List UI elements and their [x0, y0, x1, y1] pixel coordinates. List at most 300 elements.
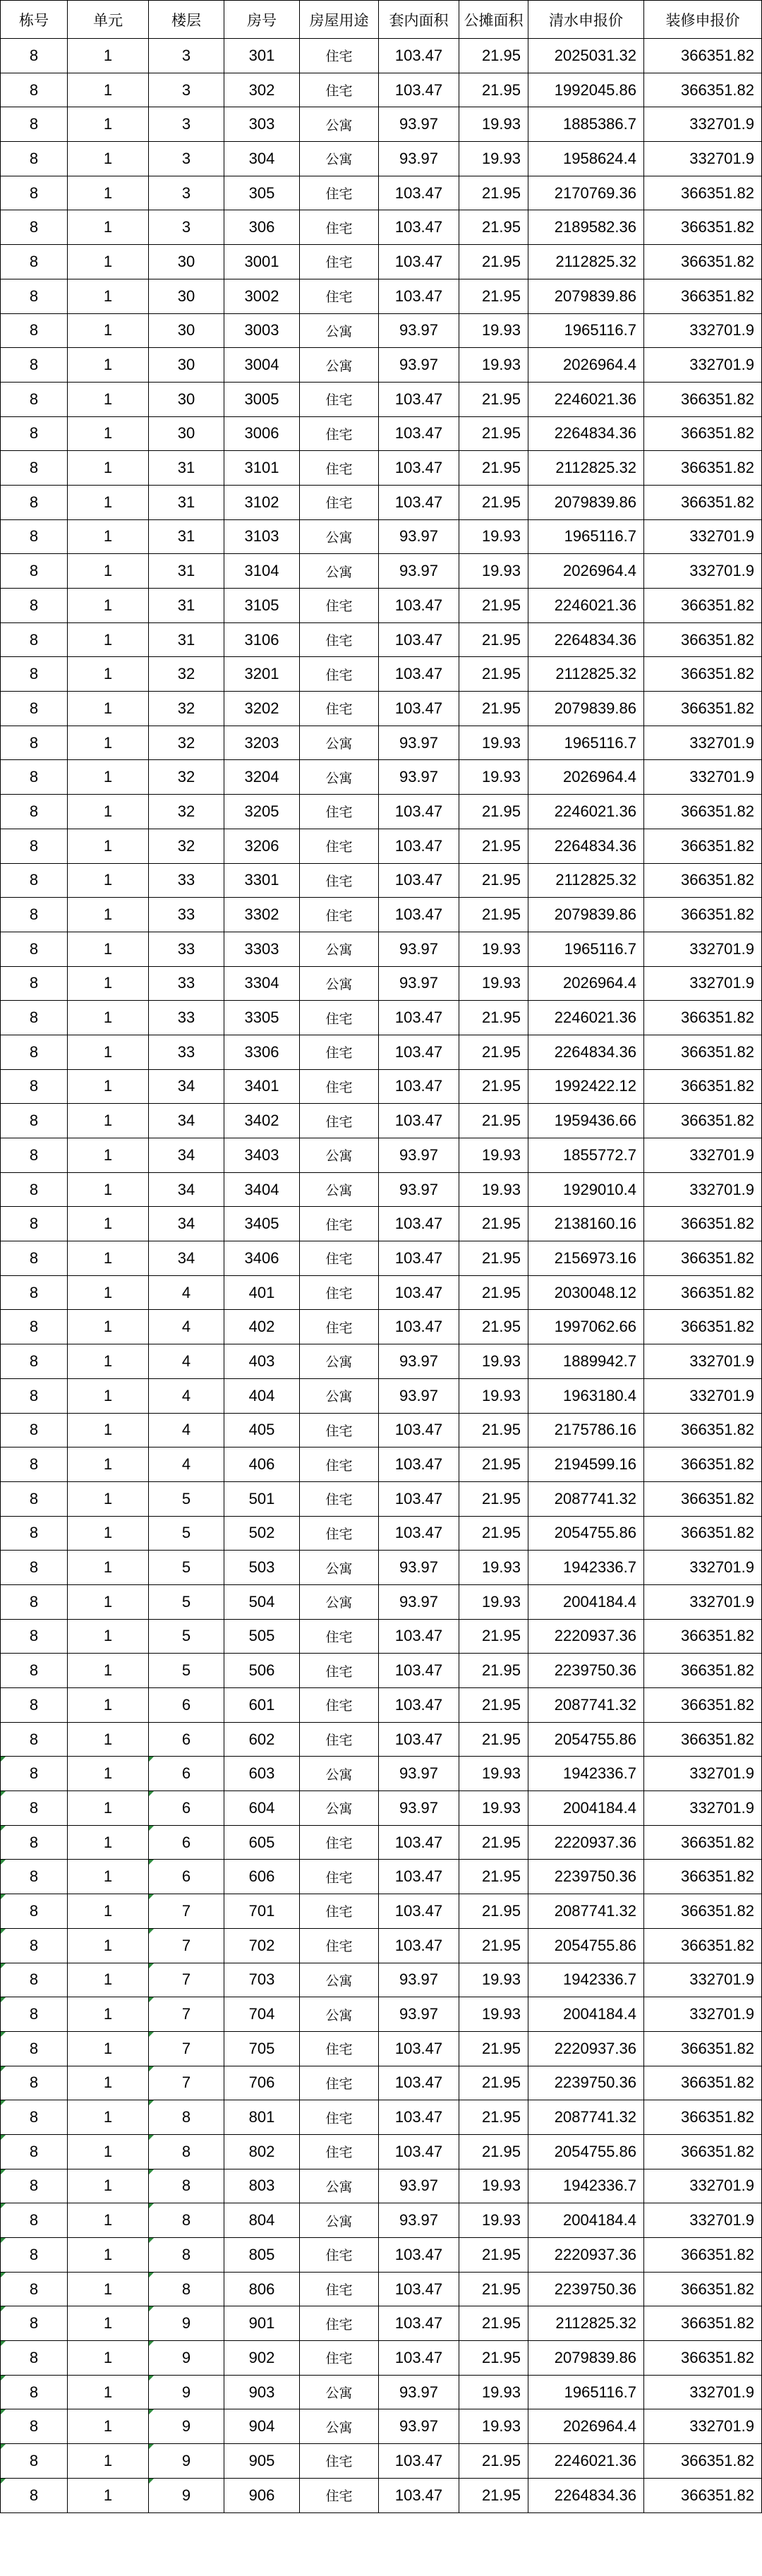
cell-shared-area: 19.93 — [459, 1138, 528, 1173]
cell-unit: 1 — [68, 1928, 149, 1963]
table-row — [1, 1654, 762, 1688]
cell-shared-area: 21.95 — [459, 1688, 528, 1723]
cell-bare-price: 2239750.36 — [528, 1860, 644, 1894]
cell-floor: 5 — [149, 1516, 224, 1551]
cell-decor-price: 332701.9 — [644, 107, 762, 142]
cell-building: 8 — [1, 210, 68, 245]
cell-usage: 住宅 — [300, 1275, 379, 1310]
cell-decor-price: 332701.9 — [644, 1997, 762, 2032]
cell-decor-price: 366351.82 — [644, 279, 762, 313]
cell-room: 503 — [224, 1551, 300, 1585]
cell-bare-price: 2087741.32 — [528, 2100, 644, 2135]
cell-inner-area: 103.47 — [379, 2306, 459, 2341]
cell-inner-area: 93.97 — [379, 2203, 459, 2238]
cell-room: 706 — [224, 2066, 300, 2100]
cell-usage: 住宅 — [300, 245, 379, 279]
cell-bare-price: 1855772.7 — [528, 1138, 644, 1173]
cell-room: 402 — [224, 1310, 300, 1344]
cell-usage: 公寓 — [300, 1584, 379, 1619]
cell-decor-price: 366351.82 — [644, 485, 762, 519]
cell-building: 8 — [1, 2134, 68, 2169]
table-row — [1, 554, 762, 589]
cell-floor: 4 — [149, 1448, 224, 1482]
cell-decor-price: 332701.9 — [644, 1584, 762, 1619]
cell-decor-price: 366351.82 — [644, 73, 762, 107]
cell-shared-area: 21.95 — [459, 416, 528, 451]
table-row — [1, 1310, 762, 1344]
cell-floor: 6 — [149, 1860, 224, 1894]
cell-decor-price: 332701.9 — [644, 2169, 762, 2203]
cell-building: 8 — [1, 1860, 68, 1894]
cell-usage: 住宅 — [300, 279, 379, 313]
cell-shared-area: 21.95 — [459, 2306, 528, 2341]
cell-bare-price: 2025031.32 — [528, 39, 644, 73]
cell-inner-area: 103.47 — [379, 485, 459, 519]
cell-inner-area: 93.97 — [379, 519, 459, 554]
table-row — [1, 2203, 762, 2238]
cell-building: 8 — [1, 451, 68, 486]
table-row — [1, 107, 762, 142]
cell-room: 303 — [224, 107, 300, 142]
cell-shared-area: 21.95 — [459, 1654, 528, 1688]
cell-room: 3105 — [224, 589, 300, 623]
cell-unit: 1 — [68, 2272, 149, 2306]
cell-decor-price: 366351.82 — [644, 1413, 762, 1448]
cell-room: 3402 — [224, 1104, 300, 1138]
col-header-inner-area: 套内面积 — [379, 1, 459, 39]
cell-bare-price: 2112825.32 — [528, 451, 644, 486]
cell-building: 8 — [1, 1104, 68, 1138]
cell-floor: 34 — [149, 1138, 224, 1173]
cell-room: 3202 — [224, 692, 300, 726]
cell-room: 901 — [224, 2306, 300, 2341]
cell-bare-price: 2170769.36 — [528, 176, 644, 210]
cell-building: 8 — [1, 313, 68, 348]
cell-usage: 住宅 — [300, 1654, 379, 1688]
cell-room: 803 — [224, 2169, 300, 2203]
cell-building: 8 — [1, 2375, 68, 2409]
cell-usage: 住宅 — [300, 1516, 379, 1551]
table-row — [1, 279, 762, 313]
cell-room: 501 — [224, 1481, 300, 1516]
cell-room: 3102 — [224, 485, 300, 519]
table-row — [1, 2375, 762, 2409]
cell-floor: 31 — [149, 589, 224, 623]
cell-usage: 住宅 — [300, 1722, 379, 1757]
cell-bare-price: 2246021.36 — [528, 589, 644, 623]
cell-floor: 9 — [149, 2409, 224, 2444]
cell-unit: 1 — [68, 2066, 149, 2100]
cell-building: 8 — [1, 2341, 68, 2376]
cell-shared-area: 21.95 — [459, 1069, 528, 1104]
cell-decor-price: 366351.82 — [644, 2066, 762, 2100]
cell-room: 302 — [224, 73, 300, 107]
cell-building: 8 — [1, 2444, 68, 2479]
cell-decor-price: 366351.82 — [644, 622, 762, 657]
cell-inner-area: 103.47 — [379, 589, 459, 623]
cell-room: 506 — [224, 1654, 300, 1688]
cell-bare-price: 2026964.4 — [528, 348, 644, 383]
cell-floor: 9 — [149, 2341, 224, 2376]
cell-decor-price: 366351.82 — [644, 1654, 762, 1688]
cell-bare-price: 2054755.86 — [528, 1722, 644, 1757]
cell-floor: 6 — [149, 1791, 224, 1826]
cell-usage: 住宅 — [300, 589, 379, 623]
cell-shared-area: 21.95 — [459, 795, 528, 829]
cell-bare-price: 2026964.4 — [528, 2409, 644, 2444]
cell-usage: 住宅 — [300, 692, 379, 726]
cell-decor-price: 366351.82 — [644, 1310, 762, 1344]
cell-unit: 1 — [68, 519, 149, 554]
cell-room: 602 — [224, 1722, 300, 1757]
cell-inner-area: 93.97 — [379, 554, 459, 589]
cell-building: 8 — [1, 726, 68, 760]
cell-unit: 1 — [68, 2100, 149, 2135]
cell-unit: 1 — [68, 2169, 149, 2203]
cell-unit: 1 — [68, 1619, 149, 1654]
cell-bare-price: 2246021.36 — [528, 795, 644, 829]
cell-inner-area: 93.97 — [379, 313, 459, 348]
cell-bare-price: 1885386.7 — [528, 107, 644, 142]
cell-room: 3306 — [224, 1035, 300, 1069]
cell-shared-area: 19.93 — [459, 142, 528, 176]
cell-inner-area: 93.97 — [379, 726, 459, 760]
cell-decor-price: 366351.82 — [644, 2134, 762, 2169]
cell-building: 8 — [1, 416, 68, 451]
table-row — [1, 1791, 762, 1826]
cell-floor: 31 — [149, 485, 224, 519]
cell-unit: 1 — [68, 1413, 149, 1448]
cell-building: 8 — [1, 1035, 68, 1069]
table-row — [1, 622, 762, 657]
cell-floor: 4 — [149, 1275, 224, 1310]
cell-shared-area: 19.93 — [459, 726, 528, 760]
cell-unit: 1 — [68, 795, 149, 829]
table-row — [1, 1069, 762, 1104]
cell-floor: 6 — [149, 1722, 224, 1757]
table-row — [1, 2306, 762, 2341]
cell-inner-area: 93.97 — [379, 348, 459, 383]
cell-floor: 32 — [149, 657, 224, 692]
cell-inner-area: 103.47 — [379, 245, 459, 279]
cell-building: 8 — [1, 245, 68, 279]
cell-room: 3406 — [224, 1241, 300, 1276]
cell-usage: 住宅 — [300, 1860, 379, 1894]
cell-bare-price: 2054755.86 — [528, 2134, 644, 2169]
cell-inner-area: 103.47 — [379, 2031, 459, 2066]
cell-bare-price: 1942336.7 — [528, 1757, 644, 1791]
cell-decor-price: 332701.9 — [644, 1791, 762, 1826]
cell-floor: 8 — [149, 2134, 224, 2169]
cell-unit: 1 — [68, 485, 149, 519]
cell-decor-price: 366351.82 — [644, 39, 762, 73]
cell-building: 8 — [1, 2409, 68, 2444]
cell-unit: 1 — [68, 1378, 149, 1413]
cell-usage: 公寓 — [300, 1344, 379, 1379]
cell-decor-price: 366351.82 — [644, 451, 762, 486]
cell-inner-area: 103.47 — [379, 2238, 459, 2273]
cell-shared-area: 19.93 — [459, 2169, 528, 2203]
col-header-building: 栋号 — [1, 1, 68, 39]
cell-inner-area: 103.47 — [379, 1516, 459, 1551]
cell-shared-area: 19.93 — [459, 1963, 528, 1997]
table-row — [1, 1344, 762, 1379]
col-header-usage: 房屋用途 — [300, 1, 379, 39]
cell-decor-price: 366351.82 — [644, 1035, 762, 1069]
table-row — [1, 73, 762, 107]
cell-bare-price: 1965116.7 — [528, 519, 644, 554]
cell-floor: 4 — [149, 1378, 224, 1413]
cell-bare-price: 1889942.7 — [528, 1344, 644, 1379]
cell-floor: 34 — [149, 1104, 224, 1138]
cell-usage: 公寓 — [300, 2203, 379, 2238]
cell-usage: 公寓 — [300, 932, 379, 966]
cell-room: 3302 — [224, 898, 300, 932]
cell-shared-area: 21.95 — [459, 245, 528, 279]
table-row — [1, 348, 762, 383]
cell-unit: 1 — [68, 1138, 149, 1173]
cell-inner-area: 93.97 — [379, 760, 459, 795]
cell-building: 8 — [1, 1963, 68, 1997]
cell-inner-area: 93.97 — [379, 932, 459, 966]
cell-bare-price: 2079839.86 — [528, 2341, 644, 2376]
cell-room: 806 — [224, 2272, 300, 2306]
cell-shared-area: 21.95 — [459, 2066, 528, 2100]
table-row — [1, 692, 762, 726]
cell-floor: 3 — [149, 210, 224, 245]
cell-room: 904 — [224, 2409, 300, 2444]
table-body — [1, 39, 762, 2513]
cell-usage: 公寓 — [300, 519, 379, 554]
cell-bare-price: 2194599.16 — [528, 1448, 644, 1482]
cell-shared-area: 21.95 — [459, 73, 528, 107]
cell-usage: 公寓 — [300, 1791, 379, 1826]
cell-floor: 33 — [149, 898, 224, 932]
cell-bare-price: 2087741.32 — [528, 1688, 644, 1723]
cell-unit: 1 — [68, 1104, 149, 1138]
cell-bare-price: 2220937.36 — [528, 2238, 644, 2273]
cell-floor: 33 — [149, 863, 224, 898]
table-row — [1, 39, 762, 73]
cell-usage: 住宅 — [300, 2306, 379, 2341]
cell-inner-area: 103.47 — [379, 2341, 459, 2376]
cell-floor: 5 — [149, 1654, 224, 1688]
cell-room: 3001 — [224, 245, 300, 279]
table-row — [1, 1551, 762, 1585]
cell-shared-area: 21.95 — [459, 1928, 528, 1963]
cell-building: 8 — [1, 1584, 68, 1619]
cell-inner-area: 103.47 — [379, 1310, 459, 1344]
cell-usage: 公寓 — [300, 107, 379, 142]
table-row — [1, 1894, 762, 1929]
cell-usage: 住宅 — [300, 1069, 379, 1104]
cell-usage: 公寓 — [300, 1963, 379, 1997]
cell-building: 8 — [1, 932, 68, 966]
cell-bare-price: 1965116.7 — [528, 313, 644, 348]
cell-inner-area: 93.97 — [379, 1584, 459, 1619]
cell-inner-area: 103.47 — [379, 1035, 459, 1069]
cell-shared-area: 19.93 — [459, 2409, 528, 2444]
cell-unit: 1 — [68, 1207, 149, 1241]
cell-usage: 住宅 — [300, 485, 379, 519]
cell-inner-area: 103.47 — [379, 1448, 459, 1482]
cell-shared-area: 21.95 — [459, 279, 528, 313]
cell-room: 3401 — [224, 1069, 300, 1104]
cell-floor: 3 — [149, 176, 224, 210]
cell-usage: 公寓 — [300, 554, 379, 589]
cell-building: 8 — [1, 2478, 68, 2512]
cell-inner-area: 93.97 — [379, 1551, 459, 1585]
table-row — [1, 898, 762, 932]
cell-unit: 1 — [68, 451, 149, 486]
cell-usage: 住宅 — [300, 73, 379, 107]
cell-floor: 33 — [149, 966, 224, 1001]
col-header-floor: 楼层 — [149, 1, 224, 39]
cell-shared-area: 21.95 — [459, 1207, 528, 1241]
cell-decor-price: 366351.82 — [644, 1619, 762, 1654]
cell-shared-area: 21.95 — [459, 1516, 528, 1551]
cell-room: 3002 — [224, 279, 300, 313]
cell-decor-price: 332701.9 — [644, 2203, 762, 2238]
cell-decor-price: 332701.9 — [644, 1551, 762, 1585]
cell-unit: 1 — [68, 726, 149, 760]
cell-room: 3203 — [224, 726, 300, 760]
cell-bare-price: 2030048.12 — [528, 1275, 644, 1310]
col-header-shared-area: 公摊面积 — [459, 1, 528, 39]
cell-inner-area: 103.47 — [379, 73, 459, 107]
cell-bare-price: 2239750.36 — [528, 2066, 644, 2100]
cell-unit: 1 — [68, 1069, 149, 1104]
cell-unit: 1 — [68, 1722, 149, 1757]
cell-inner-area: 103.47 — [379, 279, 459, 313]
col-header-decor-price: 装修申报价 — [644, 1, 762, 39]
table-row — [1, 1138, 762, 1173]
cell-decor-price: 332701.9 — [644, 313, 762, 348]
table-row — [1, 932, 762, 966]
cell-floor: 31 — [149, 554, 224, 589]
cell-building: 8 — [1, 1207, 68, 1241]
cell-inner-area: 103.47 — [379, 1688, 459, 1723]
cell-building: 8 — [1, 1894, 68, 1929]
cell-unit: 1 — [68, 1344, 149, 1379]
cell-bare-price: 1958624.4 — [528, 142, 644, 176]
cell-shared-area: 19.93 — [459, 1344, 528, 1379]
cell-usage: 公寓 — [300, 142, 379, 176]
cell-shared-area: 19.93 — [459, 1378, 528, 1413]
cell-bare-price: 1959436.66 — [528, 1104, 644, 1138]
cell-bare-price: 1997062.66 — [528, 1310, 644, 1344]
cell-unit: 1 — [68, 2031, 149, 2066]
cell-building: 8 — [1, 176, 68, 210]
cell-usage: 住宅 — [300, 1241, 379, 1276]
cell-decor-price: 332701.9 — [644, 1138, 762, 1173]
cell-decor-price: 366351.82 — [644, 795, 762, 829]
table-row — [1, 1963, 762, 1997]
cell-shared-area: 19.93 — [459, 1551, 528, 1585]
cell-building: 8 — [1, 1378, 68, 1413]
cell-room: 702 — [224, 1928, 300, 1963]
cell-shared-area: 21.95 — [459, 2238, 528, 2273]
cell-unit: 1 — [68, 1757, 149, 1791]
table-row — [1, 382, 762, 416]
cell-inner-area: 103.47 — [379, 1860, 459, 1894]
cell-unit: 1 — [68, 1551, 149, 1585]
cell-inner-area: 93.97 — [379, 1963, 459, 1997]
cell-usage: 住宅 — [300, 2478, 379, 2512]
cell-unit: 1 — [68, 760, 149, 795]
table-row — [1, 1172, 762, 1207]
cell-usage: 公寓 — [300, 2169, 379, 2203]
cell-room: 3101 — [224, 451, 300, 486]
cell-bare-price: 1942336.7 — [528, 1963, 644, 1997]
cell-floor: 30 — [149, 245, 224, 279]
cell-shared-area: 21.95 — [459, 39, 528, 73]
cell-decor-price: 366351.82 — [644, 2341, 762, 2376]
cell-room: 3305 — [224, 1001, 300, 1035]
cell-bare-price: 2026964.4 — [528, 966, 644, 1001]
cell-inner-area: 103.47 — [379, 1825, 459, 1860]
cell-decor-price: 366351.82 — [644, 176, 762, 210]
cell-room: 905 — [224, 2444, 300, 2479]
cell-room: 403 — [224, 1344, 300, 1379]
cell-unit: 1 — [68, 2134, 149, 2169]
cell-floor: 8 — [149, 2272, 224, 2306]
cell-shared-area: 19.93 — [459, 932, 528, 966]
cell-floor: 7 — [149, 1928, 224, 1963]
cell-usage: 公寓 — [300, 1757, 379, 1791]
cell-building: 8 — [1, 107, 68, 142]
cell-bare-price: 1942336.7 — [528, 2169, 644, 2203]
cell-shared-area: 21.95 — [459, 2444, 528, 2479]
cell-usage: 住宅 — [300, 2100, 379, 2135]
cell-shared-area: 21.95 — [459, 589, 528, 623]
cell-room: 406 — [224, 1448, 300, 1482]
table-row — [1, 1104, 762, 1138]
cell-shared-area: 19.93 — [459, 2375, 528, 2409]
cell-inner-area: 93.97 — [379, 2375, 459, 2409]
cell-inner-area: 103.47 — [379, 2066, 459, 2100]
cell-decor-price: 366351.82 — [644, 1001, 762, 1035]
cell-shared-area: 21.95 — [459, 1241, 528, 1276]
table-row — [1, 966, 762, 1001]
cell-shared-area: 21.95 — [459, 485, 528, 519]
cell-building: 8 — [1, 1791, 68, 1826]
cell-inner-area: 103.47 — [379, 1654, 459, 1688]
table-row — [1, 313, 762, 348]
cell-room: 3405 — [224, 1207, 300, 1241]
cell-bare-price: 2054755.86 — [528, 1928, 644, 1963]
cell-building: 8 — [1, 519, 68, 554]
cell-inner-area: 103.47 — [379, 1275, 459, 1310]
cell-decor-price: 332701.9 — [644, 1344, 762, 1379]
cell-shared-area: 21.95 — [459, 863, 528, 898]
cell-floor: 8 — [149, 2203, 224, 2238]
cell-usage: 公寓 — [300, 313, 379, 348]
cell-room: 903 — [224, 2375, 300, 2409]
cell-shared-area: 21.95 — [459, 692, 528, 726]
cell-floor: 30 — [149, 348, 224, 383]
cell-shared-area: 21.95 — [459, 622, 528, 657]
cell-floor: 31 — [149, 451, 224, 486]
cell-unit: 1 — [68, 39, 149, 73]
cell-building: 8 — [1, 39, 68, 73]
table-row — [1, 1757, 762, 1791]
cell-bare-price: 1942336.7 — [528, 1551, 644, 1585]
cell-bare-price: 2246021.36 — [528, 2444, 644, 2479]
cell-inner-area: 103.47 — [379, 1413, 459, 1448]
cell-building: 8 — [1, 1310, 68, 1344]
cell-building: 8 — [1, 1619, 68, 1654]
